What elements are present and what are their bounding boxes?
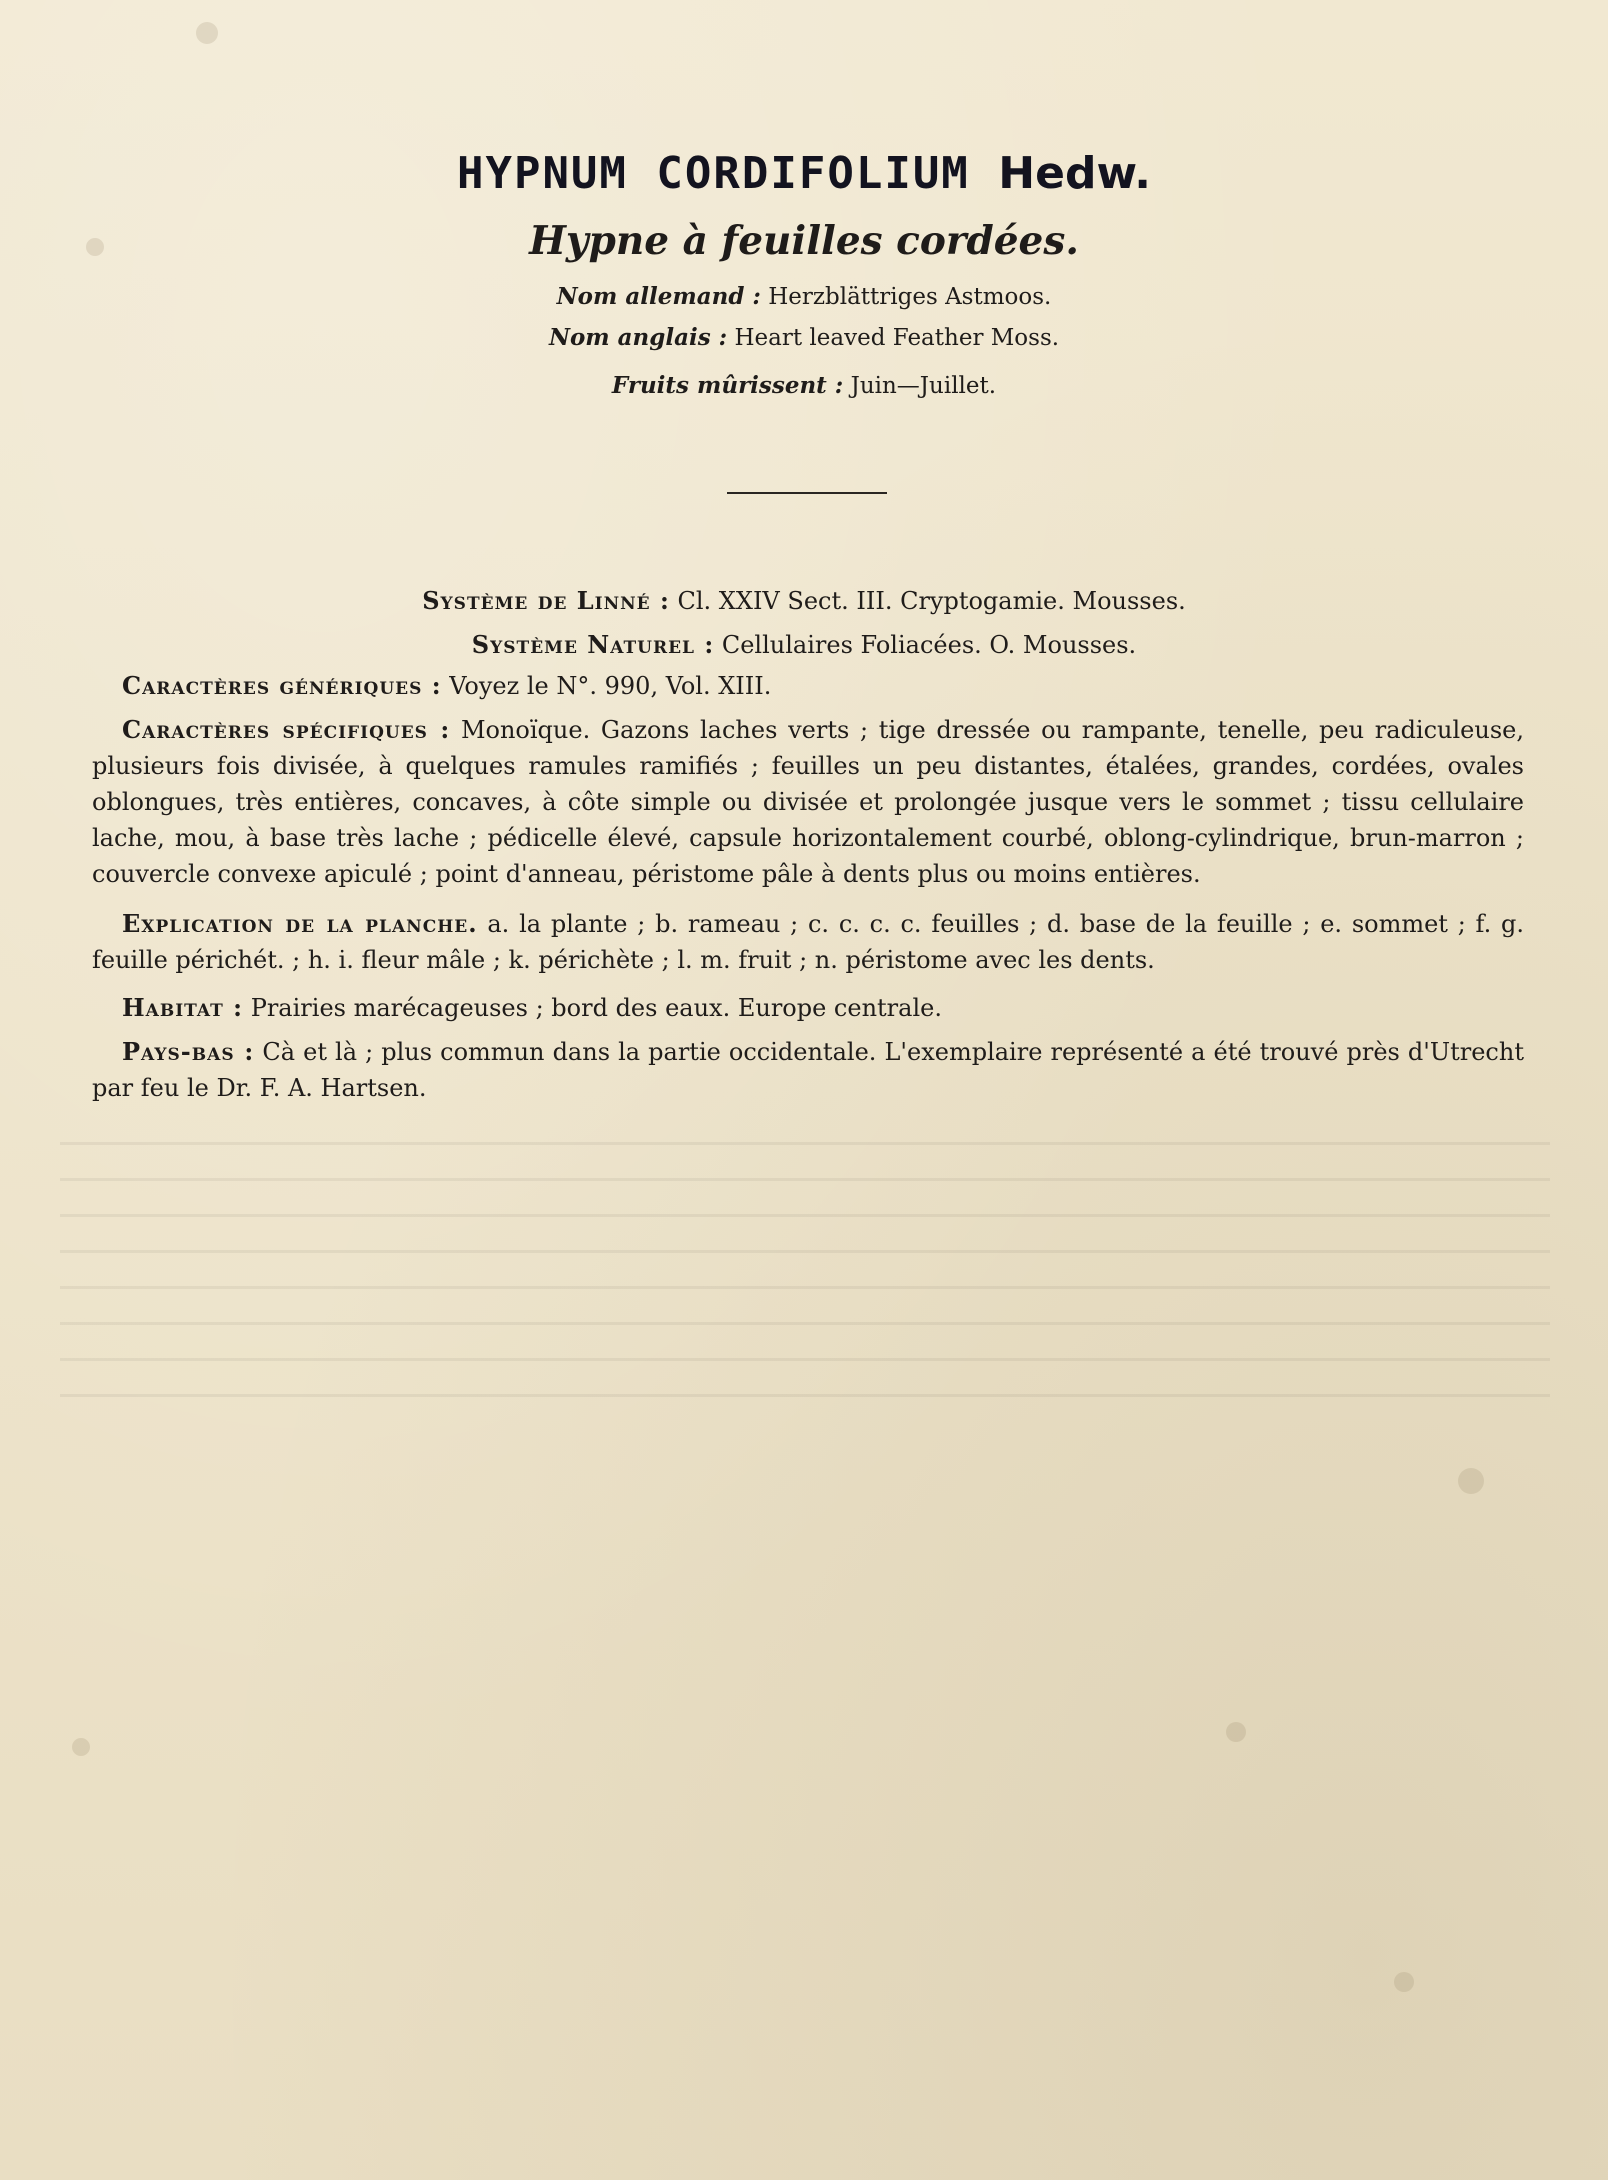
german-name-label: Nom allemand :: [556, 283, 761, 310]
bleed-through-text: [60, 1120, 1550, 1420]
plate-explanation-label: Explication de la planche.: [122, 909, 478, 938]
linne-system-label: Système de Linné :: [422, 586, 670, 615]
section-divider: [727, 492, 887, 494]
english-name-line: [0, 324, 1608, 351]
netherlands-text: Cà et là ; plus commun dans la partie occidentale. L'exemplaire représenté a été trouvé près d'Utrecht par feu le Dr. F. A. Hartsen.: [92, 1038, 1524, 1102]
habitat-text: Prairies marécageuses ; bord des eaux. Europe centrale.: [250, 994, 942, 1022]
english-name-value: Heart leaved Feather Moss.: [734, 325, 1060, 351]
fruit-season-label: Fruits mûrissent :: [611, 372, 844, 399]
paper-spot: [1394, 1972, 1414, 1992]
natural-system-label: Système Naturel :: [471, 630, 715, 659]
netherlands-label: Pays-bas :: [122, 1037, 255, 1066]
species-name: HYPNUM CORDIFOLIUM: [456, 148, 970, 199]
natural-system-line: [0, 630, 1608, 659]
habitat-paragraph: [92, 990, 1524, 1026]
generic-characters-text: Voyez le N°. 990, Vol. XIII.: [449, 672, 772, 700]
specific-characters-paragraph: [92, 712, 1524, 892]
german-name-value: Herzblättriges Astmoos.: [768, 284, 1052, 310]
plate-explanation-paragraph: [92, 906, 1524, 978]
paper-spot: [1226, 1722, 1246, 1742]
natural-system-value: Cellulaires Foliacées. O. Mousses.: [721, 631, 1137, 659]
generic-characters-label: Caractères génériques :: [122, 671, 442, 700]
paper-spot: [196, 22, 218, 44]
specific-characters-text: Monoïque. Gazons laches verts ; tige dressée ou rampante, tenelle, peu radiculeuse, plusieurs fois divisée, à quelques ramules ramifiés ; feuilles un peu distantes, étalées, grandes, cordées, ovales oblongues, très entières, concaves, à côte simple ou divisée et prolongée jusque vers le sommet ; tissu cellulaire lache, mou, à base très lache ; pédicelle élevé, capsule horizontalement courbé, oblong-cylindrique, brun-marron ; couvercle convexe apiculé ; point d'anneau, péristome pâle à dents plus ou moins entières.: [92, 716, 1524, 888]
fruit-season-line: [0, 372, 1608, 399]
linne-system-line: [0, 586, 1608, 615]
generic-characters-paragraph: [92, 668, 1524, 704]
french-name: Hypne à feuilles cordées.: [529, 218, 1079, 264]
german-name-line: [0, 283, 1608, 310]
plate-explanation-text: a. la plante ; b. rameau ; c. c. c. c. feuilles ; d. base de la feuille ; e. sommet ; f. g. feuille périchét. ; h. i. fleur mâle ; k. périchète ; l. m. fruit ; n. péristome avec les dents.: [92, 910, 1524, 974]
species-author: Hedw.: [998, 148, 1152, 199]
paper-spot: [72, 1738, 90, 1756]
fruit-season-value: Juin—Juillet.: [850, 373, 997, 399]
english-name-label: Nom anglais :: [548, 324, 728, 351]
species-title: [0, 148, 1608, 199]
habitat-label: Habitat :: [122, 993, 244, 1022]
netherlands-paragraph: [92, 1034, 1524, 1106]
linne-system-value: Cl. XXIV Sect. III. Cryptogamie. Mousses.: [677, 587, 1186, 615]
specific-characters-label: Caractères spécifiques :: [122, 715, 451, 744]
paper-spot: [1458, 1468, 1484, 1494]
